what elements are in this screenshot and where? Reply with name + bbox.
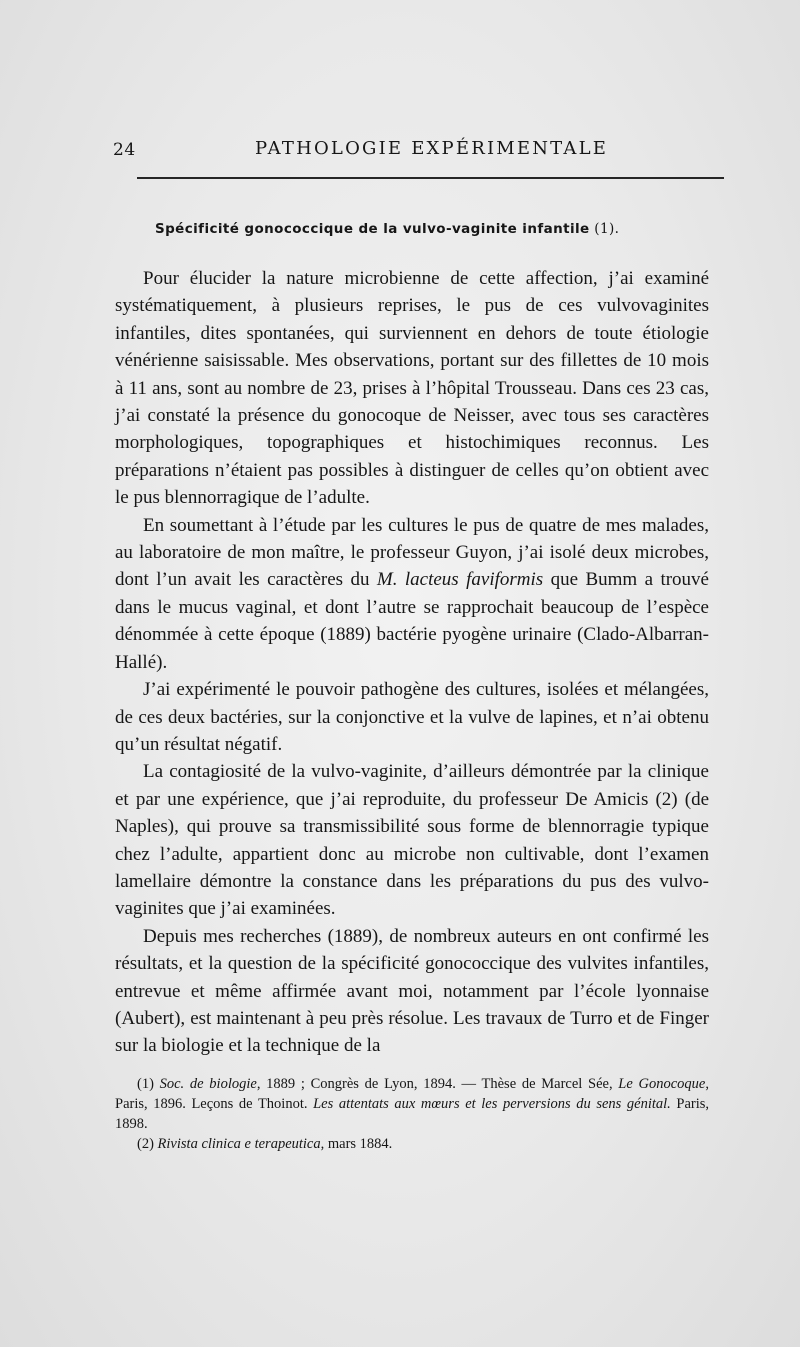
- footnote-1: [115, 1074, 709, 1134]
- footnote-2-a: (2): [137, 1136, 158, 1152]
- running-title: PATHOLOGIE EXPÉRIMENTALE: [255, 138, 609, 159]
- footnote-2-italic: Rivista clinica e terapeutica: [157, 1136, 321, 1152]
- paragraph-2-part-a: En soumettant à l’étude par les cultures le pus de quatre de mes malades, au laboratoire de mon maître, le professeur Guyon, j’ai isolé deux microbes, dont l’un avait les caractères du: [115, 514, 709, 591]
- paragraph-5: Depuis mes recherches (1889), de nombreux auteurs en ont confirmé les résultats, et la question de la spécificité gonococcique des vulvites infantiles, entrevue et même affirmée avant moi, notamment par l’école lyonnaise (Aubert), est maintenant à peu près résolue. Les travaux de Turro et de Finger sur la biologie et la technique de la: [115, 925, 709, 1057]
- footnote-1-c: , Paris, 1896. Leçons de Thoinot.: [115, 1076, 709, 1112]
- header-rule: [137, 177, 724, 179]
- section-title: [155, 221, 619, 237]
- paragraph-3: J’ai expérimenté le pouvoir pathogène des cultures, isolées et mélangées, de ces deux bactéries, sur la conjonctive et la vulve de lapines, et n’ai obtenu qu’un résultat négatif.: [115, 679, 709, 755]
- footnote-1-italic-3: Les attentats aux mœurs et les perversions du sens génital.: [313, 1096, 671, 1112]
- footnote-1-italic-1: Soc. de biologie: [159, 1076, 257, 1092]
- page-number: 24: [113, 140, 136, 160]
- footnotes: [115, 1074, 709, 1154]
- footnote-2-b: , mars 1884.: [320, 1136, 393, 1152]
- body-text: [115, 265, 709, 1060]
- running-head: [113, 138, 723, 168]
- footnote-1-italic-2: Le Gonocoque: [618, 1076, 706, 1092]
- paragraph-4: La contagiosité de la vulvo-vaginite, d’ailleurs démontrée par la clinique et par une expérience, que j’ai reproduite, du professeur De Amicis (2) (de Naples), qui prouve sa transmissibilité sous forme de blennorragie typique chez l’adulte, appartient donc au microbe non cultivable, dont l’examen lamellaire démontre la constance dans les préparations du pus des vulvo-vaginites que j’ai examinées.: [115, 761, 709, 920]
- footnote-1-a: (1): [137, 1076, 160, 1092]
- section-title-footnote-ref: (1).: [589, 221, 620, 237]
- footnote-1-b: , 1889 ; Congrès de Lyon, 1894. — Thèse de Marcel Sée,: [256, 1076, 619, 1092]
- footnote-2: [115, 1134, 709, 1154]
- section-title-text: Spécificité gonococcique de la vulvo-vaginite infantile: [155, 221, 590, 237]
- paragraph-2-italic: M. lacteus faviformis: [376, 569, 544, 591]
- paragraph-2: [115, 512, 709, 676]
- paragraph-1: Pour élucider la nature microbienne de cette affection, j’ai examiné systématiquement, à plusieurs reprises, le pus de ces vulvovaginites infantiles, dites spontanées, qui surviennent en dehors de toute étiologie vénérienne saisissable. Mes observations, portant sur des fillettes de 10 mois à 11 ans, sont au nombre de 23, prises à l’hôpital Trousseau. Dans ces 23 cas, j’ai constaté la présence du gonocoque de Neisser, avec tous ses caractères morphologiques, topographiques et histochimiques reconnus. Les préparations n’étaient pas possibles à distinguer de celles qu’on obtient avec le pus blennorragique de l’adulte.: [115, 268, 709, 509]
- footnote-1-d: Paris, 1898.: [115, 1096, 710, 1132]
- paragraph-2-part-b: que Bumm a trouvé dans le mucus vaginal, et dont l’autre se rapprochait beaucoup de l’espèce dénommée à cette époque (1889) bactérie pyogène urinaire (Clado-Albarran-Hallé).: [115, 569, 709, 673]
